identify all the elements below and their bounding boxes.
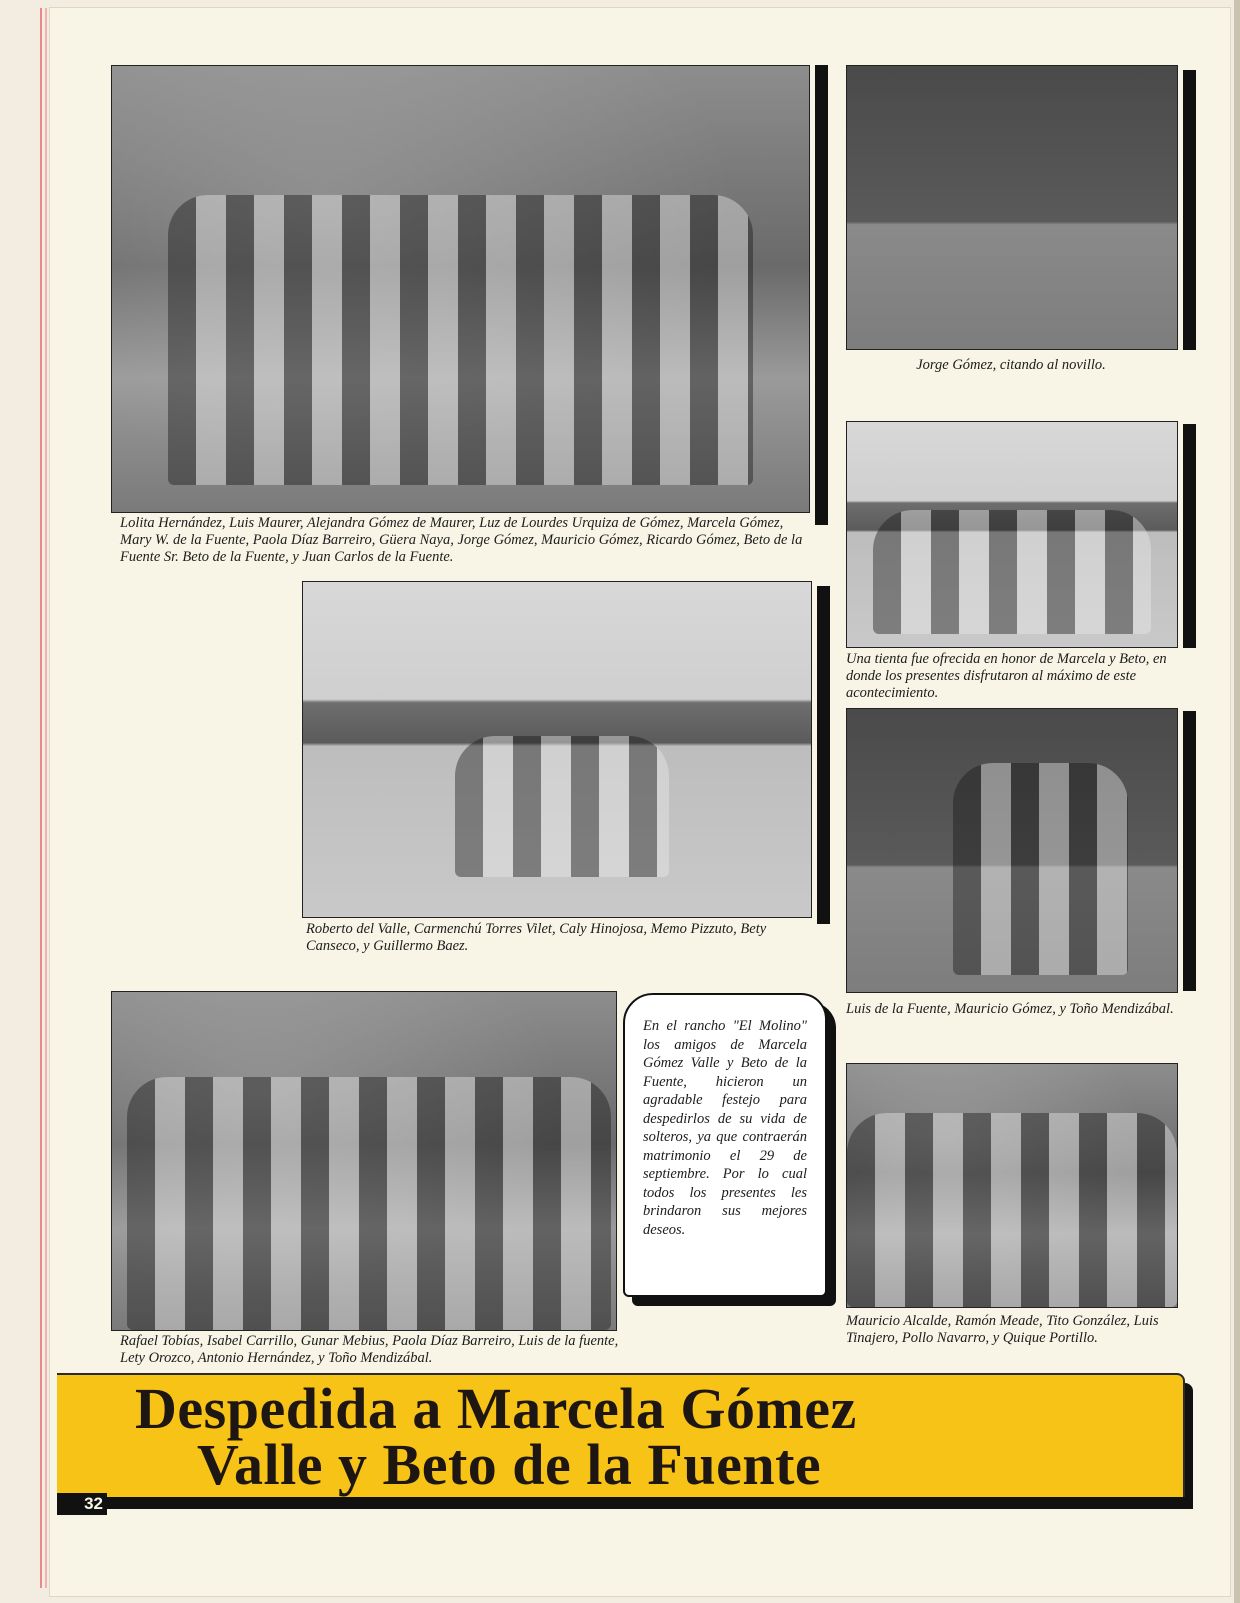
group-photo (111, 65, 810, 513)
spectators-photo-caption: Una tienta fue ofrecida en honor de Marcela y Beto, en donde los presentes disfrutaron al máximo de este acontecimiento. (846, 651, 1167, 701)
intro-text: En el rancho "El Molino" los amigos de Marcela Gómez Valle y Beto de la Fuente, hicieron un agradable festejo para despedirlos de su vida de solteros, ya que contraerán matrimonio el 29 de septiembre. Por lo cual todos los presentes les brindaron sus mejores deseos. (643, 1018, 807, 1238)
headline-line-1: Despedida a Marcela Gómez (135, 1376, 857, 1441)
intro-text-box (623, 993, 827, 1297)
bullfight-photo-caption: Jorge Gómez, citando al novillo. (916, 357, 1106, 373)
three-men-photo (846, 708, 1178, 993)
field-group-photo (302, 581, 812, 918)
page-number: 32 (57, 1493, 107, 1515)
bullfight-photo (846, 65, 1178, 350)
headline-banner (57, 1373, 1185, 1499)
binding-line-inner (45, 8, 47, 1588)
photo-accent-bar (817, 586, 830, 924)
photo-accent-bar (1183, 70, 1196, 350)
binding-line (40, 8, 42, 1588)
group-photo-caption: Lolita Hernández, Luis Maurer, Alejandra Gómez de Maurer, Luz de Lourdes Urquiza de Gómez, Marcela Gómez, Mary W. de la Fuente, Paola Díaz Barreiro, Güera Naya, Jorge Gómez, Mauricio Gómez, Ricardo Gómez, Beto de la Fuente Sr. Beto de la Fuente, y Juan Carlos de la Fuente. (120, 515, 803, 565)
page-edge (1234, 0, 1240, 1603)
footer-strip (57, 1497, 1189, 1505)
young-men-photo-caption: Mauricio Alcalde, Ramón Meade, Tito González, Luis Tinajero, Pollo Navarro, y Quique Portillo. (846, 1313, 1159, 1346)
photo-accent-bar (815, 65, 828, 525)
spectators-photo (846, 421, 1178, 648)
photo-accent-bar (1183, 424, 1196, 648)
three-men-photo-caption: Luis de la Fuente, Mauricio Gómez, y Toño Mendizábal. (846, 1001, 1174, 1017)
photo-accent-bar (1183, 711, 1196, 991)
young-men-photo (846, 1063, 1178, 1308)
headline-line-2: Valle y Beto de la Fuente (197, 1432, 822, 1497)
field-group-photo-caption: Roberto del Valle, Carmenchú Torres Vilet, Caly Hinojosa, Memo Pizzuto, Bety Canseco, y Guillermo Baez. (306, 921, 767, 954)
friends-photo-caption: Rafael Tobías, Isabel Carrillo, Gunar Mebius, Paola Díaz Barreiro, Luis de la fuente, Lety Orozco, Antonio Hernández, y Toño Mendizábal. (120, 1333, 619, 1366)
friends-photo (111, 991, 617, 1331)
